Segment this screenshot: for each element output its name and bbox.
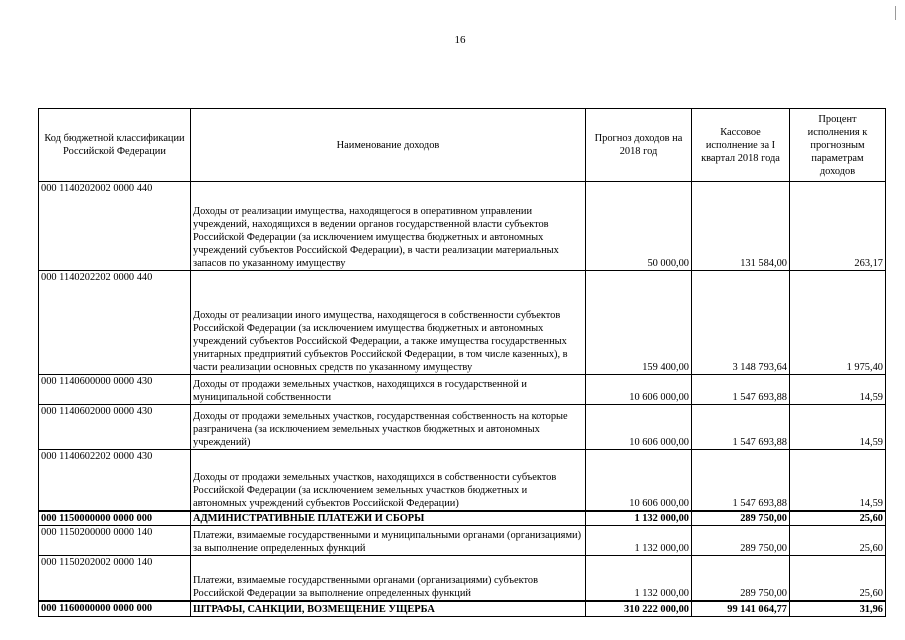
row-actual: 1 547 693,88	[692, 375, 790, 405]
row-actual: 131 584,00	[692, 182, 790, 271]
row-forecast: 1 132 000,00	[586, 556, 692, 602]
row-percent: 14,59	[790, 375, 886, 405]
page-number: 16	[454, 34, 466, 46]
table-row	[39, 271, 886, 375]
row-percent: 25,60	[790, 526, 886, 556]
row-percent: 263,17	[790, 182, 886, 271]
row-name: ШТРАФЫ, САНКЦИИ, ВОЗМЕЩЕНИЕ УЩЕРБА	[191, 601, 586, 617]
row-forecast: 10 606 000,00	[586, 405, 692, 450]
row-percent: 25,60	[790, 556, 886, 602]
row-percent: 14,59	[790, 450, 886, 512]
table-row	[39, 405, 886, 450]
row-code: 000 1140202202 0000 440	[39, 271, 191, 375]
row-actual: 99 141 064,77	[692, 601, 790, 617]
table-row	[39, 526, 886, 556]
table-row	[39, 450, 886, 512]
row-percent: 31,96	[790, 601, 886, 617]
row-code: 000 1140602202 0000 430	[39, 450, 191, 512]
table-row	[39, 556, 886, 602]
row-actual: 3 148 793,64	[692, 271, 790, 375]
header-forecast: Прогноз доходов на 2018 год	[586, 109, 692, 182]
header-code: Код бюджетной классификации Российской Федерации	[39, 109, 191, 182]
row-actual: 1 547 693,88	[692, 405, 790, 450]
row-forecast: 310 222 000,00	[586, 601, 692, 617]
row-name: Доходы от реализации имущества, находящегося в оперативном управлении учреждений, находящихся в ведении органов государственной власти субъектов Российской Федерации (за исключением имущества бюджетных и автономных учреждений субъектов Российской Федерации), в части реализации материальных запасов по указанному имуществу	[191, 182, 586, 271]
table-row-section-total	[39, 511, 886, 526]
table-row	[39, 375, 886, 405]
table-header-row	[39, 109, 886, 182]
row-forecast: 159 400,00	[586, 271, 692, 375]
row-actual: 1 547 693,88	[692, 450, 790, 512]
row-code: 000 1150200000 0000 140	[39, 526, 191, 556]
row-forecast: 1 132 000,00	[586, 511, 692, 526]
row-forecast: 10 606 000,00	[586, 375, 692, 405]
row-name: Доходы от продажи земельных участков, находящихся в собственности субъектов Российской Федерации (за исключением земельных участков бюджетных и автономных учреждений субъектов Российской Федерации)	[191, 450, 586, 512]
row-name: Доходы от продажи земельных участков, находящихся в государственной и муниципальной собственности	[191, 375, 586, 405]
row-code: 000 1140602000 0000 430	[39, 405, 191, 450]
row-code: 000 1140202002 0000 440	[39, 182, 191, 271]
header-percent: Процент исполнения к прогнозным параметрам доходов	[790, 109, 886, 182]
row-forecast: 1 132 000,00	[586, 526, 692, 556]
row-name: Доходы от продажи земельных участков, государственная собственность на которые разграничена (за исключением земельных участков бюджетных и автономных учреждений)	[191, 405, 586, 450]
row-name: Платежи, взимаемые государственными и муниципальными органами (организациями) за выполнение определенных функций	[191, 526, 586, 556]
table-row-section-total	[39, 601, 886, 617]
revenue-table	[38, 108, 886, 617]
table-row	[39, 182, 886, 271]
row-code: 000 1160000000 0000 000	[39, 601, 191, 617]
row-code: 000 1150202002 0000 140	[39, 556, 191, 602]
row-name: Доходы от реализации иного имущества, находящегося в собственности субъектов Российской Федерации (за исключением имущества бюджетных и автономных учреждений субъектов Российской Федерации, а также имущества государственных унитарных предприятий субъектов Российской Федерации, в том числе казенных), в части реализации основных средств по указанному имуществу	[191, 271, 586, 375]
row-percent: 1 975,40	[790, 271, 886, 375]
row-actual: 289 750,00	[692, 556, 790, 602]
row-actual: 289 750,00	[692, 526, 790, 556]
header-name: Наименование доходов	[191, 109, 586, 182]
row-percent: 14,59	[790, 405, 886, 450]
row-code: 000 1140600000 0000 430	[39, 375, 191, 405]
row-name: АДМИНИСТРАТИВНЫЕ ПЛАТЕЖИ И СБОРЫ	[191, 511, 586, 526]
row-actual: 289 750,00	[692, 511, 790, 526]
row-percent: 25,60	[790, 511, 886, 526]
row-code: 000 1150000000 0000 000	[39, 511, 191, 526]
scan-edge-mark	[895, 6, 896, 20]
row-forecast: 50 000,00	[586, 182, 692, 271]
header-actual: Кассовое исполнение за I квартал 2018 года	[692, 109, 790, 182]
row-forecast: 10 606 000,00	[586, 450, 692, 512]
row-name: Платежи, взимаемые государственными органами (организациями) субъектов Российской Федерации за выполнение определенных функций	[191, 556, 586, 602]
